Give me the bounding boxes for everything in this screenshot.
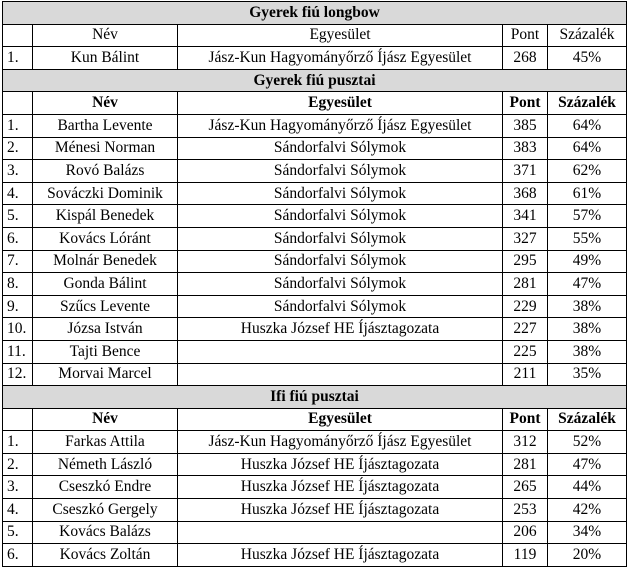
points-cell: 341 (503, 205, 548, 228)
points-cell: 385 (503, 114, 548, 137)
percent-cell: 35% (548, 363, 627, 386)
table-row (3, 182, 627, 205)
club-cell: Jász-Kun Hagyományőrző Íjász Egyesület (178, 47, 503, 70)
table-row (3, 250, 627, 273)
percent-cell: 42% (548, 499, 627, 522)
rank-cell: 9. (3, 295, 33, 318)
points-cell: 119 (503, 544, 548, 567)
column-header-row (3, 408, 627, 431)
table-row (3, 318, 627, 341)
name-cell: Ménesi Norman (33, 137, 178, 160)
rank-cell: 6. (3, 544, 33, 567)
table-row (3, 363, 627, 386)
name-cell: Józsa István (33, 318, 178, 341)
table-row (3, 521, 627, 544)
rank-cell: 1. (3, 431, 33, 454)
club-cell: Huszka József HE Íjásztagozata (178, 318, 503, 341)
name-cell: Molnár Benedek (33, 250, 178, 273)
table-row (3, 160, 627, 183)
points-cell: 312 (503, 431, 548, 454)
percent-cell: 38% (548, 340, 627, 363)
header-points: Pont (503, 24, 548, 47)
club-cell (178, 363, 503, 386)
table-row (3, 205, 627, 228)
club-cell: Sándorfalvi Sólymok (178, 250, 503, 273)
rank-cell: 7. (3, 250, 33, 273)
points-cell: 265 (503, 476, 548, 499)
club-cell: Huszka József HE Íjásztagozata (178, 476, 503, 499)
club-cell: Sándorfalvi Sólymok (178, 160, 503, 183)
rank-cell: 12. (3, 363, 33, 386)
percent-cell: 64% (548, 114, 627, 137)
points-cell: 327 (503, 227, 548, 250)
header-percent: Százalék (548, 408, 627, 431)
header-percent: Százalék (548, 92, 627, 115)
section-title-row (3, 69, 627, 92)
name-cell: Tajti Bence (33, 340, 178, 363)
rank-cell: 4. (3, 182, 33, 205)
table-row (3, 137, 627, 160)
table-row (3, 227, 627, 250)
club-cell: Sándorfalvi Sólymok (178, 182, 503, 205)
column-header-row (3, 24, 627, 47)
header-rank (3, 24, 33, 47)
rank-cell: 2. (3, 453, 33, 476)
club-cell: Huszka József HE Íjásztagozata (178, 453, 503, 476)
name-cell: Cseszkó Gergely (33, 499, 178, 522)
points-cell: 295 (503, 250, 548, 273)
percent-cell: 34% (548, 521, 627, 544)
table-row (3, 47, 627, 70)
name-cell: Gonda Bálint (33, 273, 178, 296)
points-cell: 211 (503, 363, 548, 386)
header-club: Egyesület (178, 24, 503, 47)
name-cell: Morvai Marcel (33, 363, 178, 386)
club-cell: Huszka József HE Íjásztagozata (178, 544, 503, 567)
section-title-row (3, 386, 627, 409)
header-club: Egyesület (178, 408, 503, 431)
name-cell: Németh László (33, 453, 178, 476)
points-cell: 225 (503, 340, 548, 363)
results-table (2, 1, 627, 567)
section-title: Ifi fiú pusztai (3, 386, 627, 409)
club-cell: Sándorfalvi Sólymok (178, 227, 503, 250)
points-cell: 268 (503, 47, 548, 70)
club-cell: Sándorfalvi Sólymok (178, 205, 503, 228)
table-row (3, 273, 627, 296)
name-cell: Cseszkó Endre (33, 476, 178, 499)
header-rank (3, 408, 33, 431)
club-cell: Huszka József HE Íjásztagozata (178, 499, 503, 522)
header-points: Pont (503, 408, 548, 431)
rank-cell: 11. (3, 340, 33, 363)
points-cell: 281 (503, 273, 548, 296)
name-cell: Farkas Attila (33, 431, 178, 454)
rank-cell: 1. (3, 47, 33, 70)
rank-cell: 8. (3, 273, 33, 296)
table-row (3, 476, 627, 499)
column-header-row (3, 92, 627, 115)
table-row (3, 431, 627, 454)
percent-cell: 44% (548, 476, 627, 499)
percent-cell: 55% (548, 227, 627, 250)
rank-cell: 5. (3, 205, 33, 228)
rank-cell: 5. (3, 521, 33, 544)
table-row (3, 544, 627, 567)
header-points: Pont (503, 92, 548, 115)
table-row (3, 453, 627, 476)
points-cell: 206 (503, 521, 548, 544)
header-name: Név (33, 24, 178, 47)
header-club: Egyesület (178, 92, 503, 115)
club-cell: Jász-Kun Hagyományőrző Íjász Egyesület (178, 431, 503, 454)
points-cell: 383 (503, 137, 548, 160)
percent-cell: 61% (548, 182, 627, 205)
name-cell: Rovó Balázs (33, 160, 178, 183)
points-cell: 368 (503, 182, 548, 205)
name-cell: Bartha Levente (33, 114, 178, 137)
header-percent: Százalék (548, 24, 627, 47)
percent-cell: 52% (548, 431, 627, 454)
rank-cell: 1. (3, 114, 33, 137)
points-cell: 281 (503, 453, 548, 476)
results-body (3, 2, 627, 567)
percent-cell: 47% (548, 453, 627, 476)
section-title: Gyerek fiú longbow (3, 2, 627, 25)
header-rank (3, 92, 33, 115)
name-cell: Kun Bálint (33, 47, 178, 70)
percent-cell: 49% (548, 250, 627, 273)
rank-cell: 6. (3, 227, 33, 250)
rank-cell: 3. (3, 160, 33, 183)
percent-cell: 38% (548, 295, 627, 318)
percent-cell: 62% (548, 160, 627, 183)
name-cell: Kovács Balázs (33, 521, 178, 544)
points-cell: 227 (503, 318, 548, 341)
rank-cell: 4. (3, 499, 33, 522)
table-row (3, 340, 627, 363)
club-cell: Sándorfalvi Sólymok (178, 295, 503, 318)
name-cell: Szűcs Levente (33, 295, 178, 318)
section-title: Gyerek fiú pusztai (3, 69, 627, 92)
points-cell: 229 (503, 295, 548, 318)
name-cell: Sováczki Dominik (33, 182, 178, 205)
club-cell: Jász-Kun Hagyományőrző Íjász Egyesület (178, 114, 503, 137)
table-row (3, 499, 627, 522)
club-cell: Sándorfalvi Sólymok (178, 273, 503, 296)
percent-cell: 57% (548, 205, 627, 228)
name-cell: Kovács Zoltán (33, 544, 178, 567)
table-row (3, 295, 627, 318)
club-cell (178, 521, 503, 544)
rank-cell: 3. (3, 476, 33, 499)
percent-cell: 64% (548, 137, 627, 160)
name-cell: Kovács Lóránt (33, 227, 178, 250)
percent-cell: 20% (548, 544, 627, 567)
club-cell (178, 340, 503, 363)
table-row (3, 114, 627, 137)
percent-cell: 38% (548, 318, 627, 341)
name-cell: Kispál Benedek (33, 205, 178, 228)
points-cell: 371 (503, 160, 548, 183)
section-title-row (3, 2, 627, 25)
club-cell: Sándorfalvi Sólymok (178, 137, 503, 160)
rank-cell: 10. (3, 318, 33, 341)
header-name: Név (33, 408, 178, 431)
percent-cell: 47% (548, 273, 627, 296)
percent-cell: 45% (548, 47, 627, 70)
rank-cell: 2. (3, 137, 33, 160)
header-name: Név (33, 92, 178, 115)
points-cell: 253 (503, 499, 548, 522)
